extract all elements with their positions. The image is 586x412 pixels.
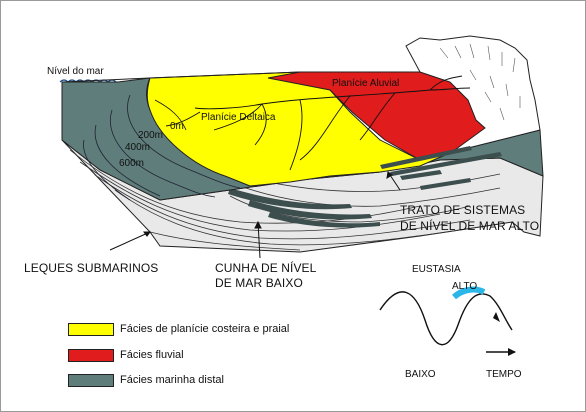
legend-swatch-marine xyxy=(68,374,114,387)
eustasy-title: EUSTASIA xyxy=(412,264,461,275)
legend-label-marine: Fácies marinha distal xyxy=(120,374,224,386)
eustasy-high-label: ALTO xyxy=(452,281,478,292)
depth-200m-label: 200m xyxy=(138,130,164,141)
eustasy-low-label: BAIXO xyxy=(405,369,436,380)
highstand-label-line1: TRATO DE SISTEMAS xyxy=(400,203,526,217)
lowstand-label-line1: CUNHA DE NÍVEL xyxy=(215,261,317,275)
depth-400m-label: 400m xyxy=(125,142,151,153)
sea-level-label: Nível do mar xyxy=(47,66,104,77)
legend-swatch-coastal xyxy=(68,323,114,336)
eustasy-curve xyxy=(380,290,516,356)
deltaic-plain-label: Planície Deltaica xyxy=(201,112,276,123)
eustasy-time-label: TEMPO xyxy=(486,369,522,380)
legend-label-fluvial: Fácies fluvial xyxy=(120,349,184,361)
submarine-fans-label: LEQUES SUBMARINOS xyxy=(24,261,159,275)
depth-600m-label: 600m xyxy=(119,158,145,169)
depth-0m-label: 0m xyxy=(170,121,184,132)
legend-label-coastal: Fácies de planície costeira e praial xyxy=(120,323,290,335)
highstand-label-line2: DE NÍVEL DE MAR ALTO xyxy=(400,219,540,233)
lowstand-label-line2: DE MAR BAIXO xyxy=(215,276,303,290)
time-arrow-head xyxy=(508,348,516,356)
alluvial-plain-label: Planície Aluvial xyxy=(332,78,400,89)
legend-swatch-fluvial xyxy=(68,349,114,362)
